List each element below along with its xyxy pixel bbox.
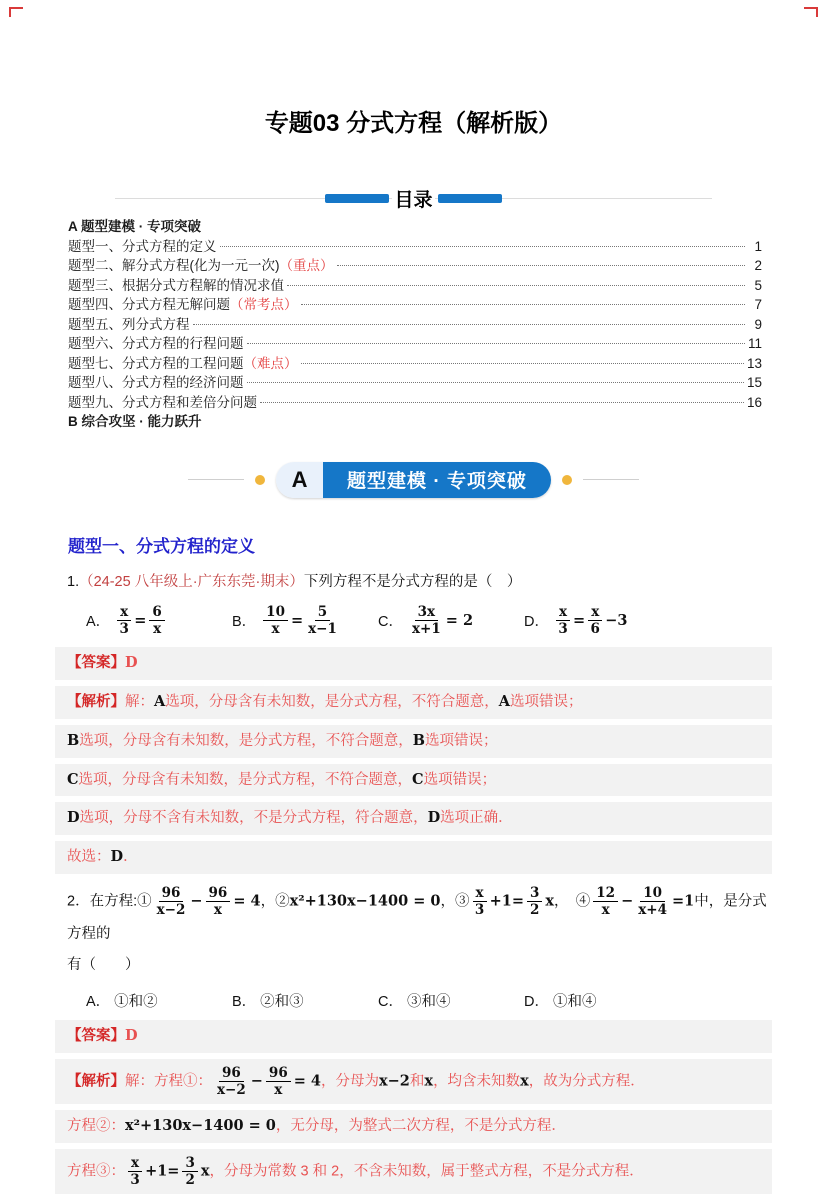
text-run: =	[290, 612, 304, 630]
text-run: 选项，分母不含有未知数，不是分式方程，符合题意，	[79, 810, 428, 827]
toc-page-number: 5	[754, 277, 762, 293]
option-label: D．	[524, 994, 549, 1011]
fraction: $\frac{x}{3}$	[473, 885, 487, 918]
question-1	[67, 571, 769, 593]
topic-heading-1: 题型一、分式方程的定义	[68, 536, 255, 556]
toc-page-number: 15	[746, 375, 762, 390]
text-run: 【答案】	[67, 1028, 125, 1045]
fraction: $\frac{5}{x-1}$	[308, 603, 337, 638]
text-run: 选项正确．	[440, 810, 513, 827]
text-run: x²+130x−1400 = 0	[289, 892, 441, 910]
option-item	[86, 603, 232, 638]
banner-dot-right-icon	[562, 475, 572, 485]
toc-item-tag: （常考点）	[230, 297, 298, 312]
section-a-banner	[0, 461, 827, 499]
toc-dotted-leader	[220, 246, 746, 247]
text-run: 中，是分式方程的	[67, 893, 767, 943]
question-1-number: 1.	[67, 573, 80, 590]
toc-dotted-leader	[301, 304, 746, 305]
text-run: 【解析】	[67, 694, 125, 711]
fraction: $\frac{x}{3}$	[128, 1155, 142, 1188]
text-run: D	[427, 809, 441, 827]
banner-line-right	[583, 479, 639, 480]
toc-item-label: 题型六、分式方程的行程问题	[68, 336, 244, 351]
text-run: 【解析】	[67, 1073, 125, 1090]
toc-dotted-leader	[247, 382, 744, 383]
question-2-analysis	[0, 1059, 827, 1194]
banner-dot-left-icon	[255, 475, 265, 485]
text-run: 选项错误；	[423, 771, 497, 788]
text-run: 选项，分母含有未知数，是分式方程，不符合题意，	[79, 732, 413, 749]
text-run: =	[573, 612, 586, 630]
text-run: = 4	[233, 892, 261, 910]
text-run: 故选：	[67, 849, 111, 866]
toc-dotted-leader	[287, 285, 745, 286]
analysis-line	[55, 802, 772, 835]
toc-item	[68, 237, 762, 257]
text-run: A	[154, 693, 166, 711]
option-item	[232, 990, 378, 1011]
option-item	[86, 990, 232, 1011]
option-item	[524, 603, 670, 638]
toc-item	[68, 373, 762, 393]
fraction: $\frac{x}{3}$	[556, 604, 570, 637]
fraction: $\frac{3}{2}$	[182, 1155, 197, 1188]
text-run: =	[134, 612, 147, 630]
toc-item	[68, 295, 762, 315]
text-run: 方程③：	[67, 1163, 125, 1180]
toc-bar-right-icon	[438, 194, 502, 203]
text-run: x	[424, 1072, 434, 1090]
toc-dotted-leader	[337, 265, 746, 266]
text-run: 选项，分母含有未知数，是分式方程，不符合题意，	[165, 694, 499, 711]
analysis-line	[55, 841, 772, 874]
toc-page-number: 13	[746, 355, 762, 371]
toc-item	[68, 256, 762, 276]
text-run: −3	[605, 612, 628, 630]
toc-page-number: 11	[747, 336, 762, 351]
text-run: C	[67, 770, 79, 788]
question-1-source: （24-25 八年级上·广东东莞·期末）	[79, 573, 304, 590]
text-run: D	[67, 809, 80, 827]
text-run: ，分母为常数 3 和 2，不含未知数，属于整式方程，不是分式方程．	[209, 1163, 644, 1180]
toc-header	[0, 185, 827, 211]
option-label: D．	[524, 614, 549, 631]
fraction: $\frac{6}{x}$	[149, 604, 164, 637]
option-label: C．	[378, 994, 403, 1011]
section-a-letter: A	[276, 462, 323, 498]
text-run: C	[412, 770, 424, 788]
toc-item	[68, 393, 762, 413]
text-run: x	[545, 892, 555, 910]
text-run: A	[498, 693, 511, 711]
toc-page-number: 9	[754, 316, 762, 332]
toc-section-b: B 综合攻坚 · 能力跃升	[68, 414, 202, 429]
option-label: B．	[232, 994, 257, 1011]
toc-item-label: 题型四、分式方程无解问题	[68, 297, 230, 312]
text-run: 选项，分母含有未知数，是分式方程，不符合题意，	[78, 771, 413, 788]
text-run: −	[190, 892, 203, 910]
analysis-line	[55, 725, 772, 758]
toc-item-tag: （重点）	[279, 258, 334, 273]
section-a-pill	[276, 462, 551, 498]
toc-bar-left-icon	[325, 194, 389, 203]
toc-page-number: 1	[754, 238, 762, 254]
text-run: x−2	[379, 1072, 410, 1090]
option-item	[378, 603, 524, 638]
table-of-contents	[68, 217, 762, 432]
text-run: = 4	[293, 1072, 322, 1090]
text-run: =1	[672, 892, 695, 910]
text-run: ，②	[260, 893, 290, 910]
option-label: C．	[378, 614, 403, 631]
text-run: B	[67, 731, 80, 749]
banner-line-left	[188, 479, 244, 480]
toc-item-label: 题型九、分式方程和差倍分问题	[68, 394, 257, 410]
text-run: ，无分母，为整式二次方程，不是分式方程．	[275, 1118, 566, 1135]
toc-item-label: 题型五、列分式方程	[68, 316, 190, 332]
toc-item	[68, 315, 762, 335]
toc-dotted-leader	[260, 402, 744, 403]
toc-page-number: 16	[746, 394, 762, 410]
fraction: $\frac{96}{x-2}$	[156, 884, 186, 919]
text-run: ③和④	[406, 994, 451, 1011]
toc-section-a: A 题型建模 · 专项突破	[68, 219, 201, 234]
text-run: ，分母为	[321, 1073, 380, 1090]
fraction: $\frac{12}{x}$	[593, 885, 618, 918]
text-run: −	[621, 892, 634, 910]
text-run: ②和③	[260, 994, 304, 1011]
option-label: B．	[232, 614, 257, 631]
analysis-line	[55, 1149, 772, 1194]
text-run: B	[412, 731, 426, 749]
fraction: $\frac{3}{2}$	[527, 885, 542, 918]
question-1-stem: 下列方程不是分式方程的是（ ）	[303, 573, 522, 590]
text-run: x	[200, 1162, 210, 1180]
toc-item-tag: （难点）	[243, 355, 298, 371]
section-a-label: 题型建模 · 专项突破	[323, 462, 551, 498]
text-run: 选项错误；	[510, 694, 583, 711]
fraction: $\frac{x}{6}$	[588, 604, 602, 637]
option-item	[232, 603, 378, 638]
text-run: x²+130x−1400 = 0	[125, 1117, 276, 1135]
red-corner-mark-left	[9, 7, 23, 17]
toc-page-number: 7	[754, 297, 762, 312]
text-run: ，③	[440, 893, 470, 910]
red-corner-mark-right	[804, 7, 818, 17]
text-run: x	[520, 1072, 529, 1090]
fraction: $\frac{10}{x}$	[263, 604, 288, 637]
text-run: ①和②	[114, 994, 158, 1011]
text-run: = 2	[445, 612, 474, 630]
option-label: A．	[86, 994, 111, 1011]
text-run: −	[250, 1072, 263, 1090]
toc-item	[68, 276, 762, 296]
text-run: ①和④	[552, 994, 597, 1011]
text-run: D	[125, 654, 138, 672]
analysis-line	[55, 1110, 772, 1143]
analysis-line	[55, 764, 772, 797]
analysis-line	[55, 686, 772, 719]
option-label: A．	[86, 614, 111, 631]
question-2	[67, 884, 772, 980]
fraction: $\frac{x}{3}$	[117, 604, 131, 637]
text-run: ．	[123, 849, 138, 866]
fraction: $\frac{96}{x-2}$	[217, 1064, 246, 1099]
question-1-options	[86, 603, 827, 638]
text-run: D	[125, 1027, 138, 1045]
toc-item	[68, 354, 762, 374]
toc-item-list	[68, 237, 762, 413]
question-1-analysis	[0, 686, 827, 874]
text-run: 有（ ）	[67, 956, 140, 973]
text-run: 解：	[125, 694, 154, 711]
option-item	[378, 990, 524, 1011]
text-run: ，均含未知数	[433, 1073, 521, 1090]
toc-dotted-leader	[193, 324, 746, 325]
text-run: ， ④	[554, 893, 591, 910]
option-item	[524, 990, 670, 1011]
fraction: $\frac{96}{x}$	[266, 1065, 291, 1098]
toc-dotted-leader	[301, 363, 744, 364]
toc-item-label: 题型二、解分式方程(化为一元一次)	[68, 258, 280, 273]
fraction: $\frac{3x}{x+1}$	[411, 603, 441, 638]
fraction: $\frac{96}{x}$	[206, 885, 231, 918]
toc-item-label: 题型三、根据分式方程解的情况求值	[68, 277, 284, 293]
fraction: $\frac{10}{x+4}$	[638, 884, 667, 919]
text-run: 2．在方程:①	[67, 893, 152, 910]
text-run: 方程②：	[67, 1118, 125, 1135]
text-run: +1=	[145, 1162, 180, 1180]
text-run: 【答案】	[67, 655, 125, 672]
toc-title: 目录	[392, 185, 434, 212]
text-run: 解：方程①：	[125, 1073, 212, 1090]
toc-item-label: 题型八、分式方程的经济问题	[68, 375, 244, 390]
text-run: D	[110, 848, 124, 866]
text-run: 和	[409, 1073, 425, 1090]
toc-item-label: 题型七、分式方程的工程问题	[68, 355, 244, 371]
question-1-answer	[55, 647, 772, 680]
toc-item-label: 题型一、分式方程的定义	[68, 238, 217, 254]
analysis-line	[55, 1059, 772, 1104]
toc-item	[68, 334, 762, 354]
question-2-answer	[55, 1020, 772, 1053]
question-2-options	[86, 990, 827, 1011]
text-run: ，故为分式方程．	[528, 1073, 645, 1090]
toc-page-number: 2	[754, 258, 762, 273]
text-run: +1=	[489, 892, 524, 910]
page-title: 专题03 分式方程（解析版）	[264, 110, 563, 137]
text-run: 选项错误；	[425, 732, 498, 749]
toc-dotted-leader	[247, 343, 745, 344]
